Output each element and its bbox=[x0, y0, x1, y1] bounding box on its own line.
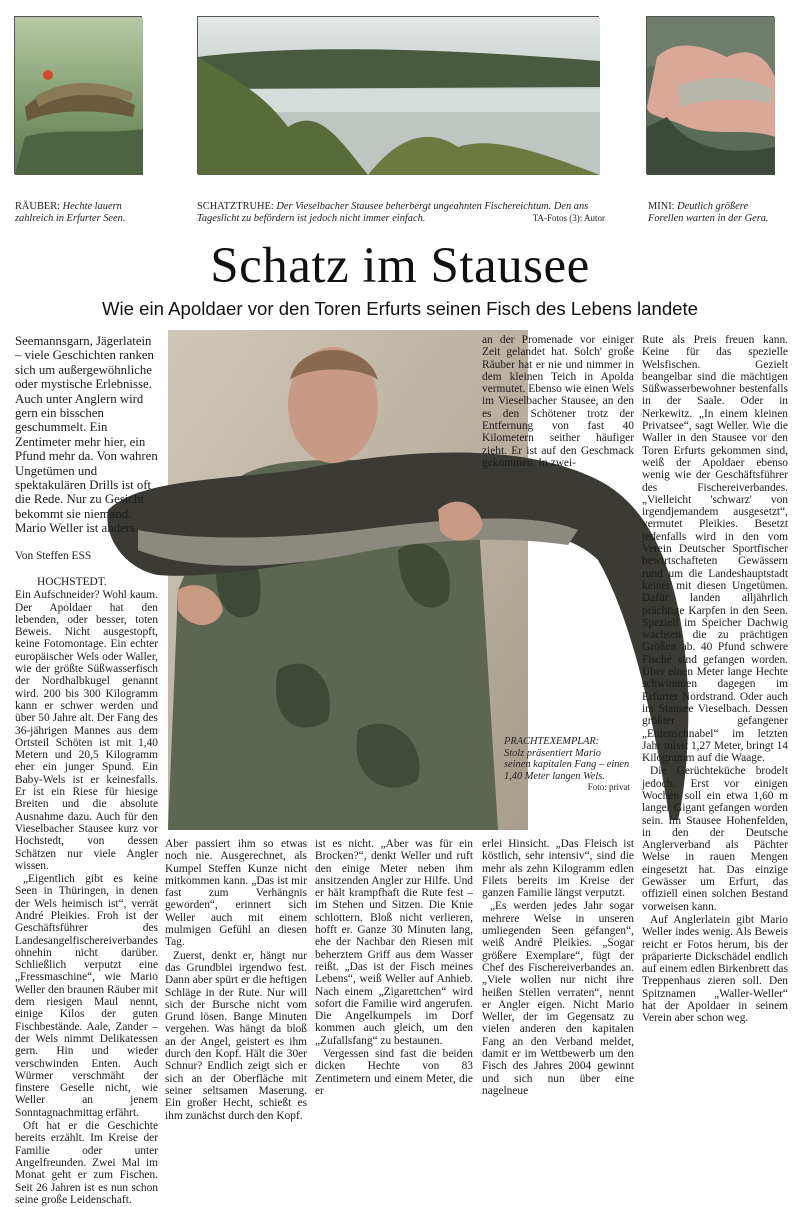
caption-pike-lead: RÄUBER: bbox=[15, 201, 61, 212]
column-3 bbox=[315, 838, 473, 1098]
caption-pike bbox=[15, 201, 145, 224]
photo-pike bbox=[14, 16, 142, 174]
trout-photo-image bbox=[647, 17, 775, 175]
column-4-bottom bbox=[482, 838, 634, 1098]
photo-trout bbox=[646, 16, 774, 174]
column-4-top bbox=[482, 334, 634, 470]
pike-photo-image bbox=[15, 17, 143, 175]
caption-pike-text: Hechte lauern zahlreich in Erfurter Seen. bbox=[15, 201, 126, 224]
caption-catfish-lead: PRACHTEXEMPLAR: bbox=[504, 736, 600, 747]
col2-paragraph-2: Zuerst, denkt er, hängt nur das Grundblei irgendwo fest. Dann aber spürt er die heftigen Schläge in der Rute. Nur will sich der Bursche nicht vom Grund lösen. Bange Minuten vergehen. Was hängt da bloß an der Angel, geistert es ihm durch den Kopf. Hält die 30er Schnur? Endlich zeigt sich er sich an der Oberfläche mit seiner seltsamen Maserung. Ein großer Hecht, schießt es ihm zunächst durch den Kopf. bbox=[165, 949, 307, 1122]
col4-paragraph-top: an der Promenade vor einiger Zeit gelandet hat. Solch' große Räuber hat er nie und nimmer in dem kleinen Teich in Apolda vermutet. Ebenso wie einen Wels im Vieselbacher Stausee, an den es den Schötener trotz der Entfernung von fast 40 Kilometern seither häufiger zieht. Er ist auf den Geschmack gekommen. In zwei- bbox=[482, 334, 634, 469]
col3-paragraph-2: Vergessen sind fast die beiden dicken Hechte von 83 Zentimetern und einem Meter, die er bbox=[315, 1048, 473, 1097]
col2-paragraph-1: Aber passiert ihm so etwas noch nie. Ausgerechnet, als Kumpel Steffen Kunze nicht mitkommen kann. „Das ist mir fast zum Verhängnis geworden“, erinnert sich Weller auch mit einem mulmigen Gefühl an diesen Tag. bbox=[165, 838, 307, 949]
subheadline: Wie ein Apoldaer vor den Toren Erfurts seinen Fisch des Lebens landete bbox=[101, 298, 699, 319]
headline: Schatz im Stausee bbox=[210, 238, 590, 294]
caption-trout-lead: MINI: bbox=[648, 201, 675, 212]
caption-trout-text: Deutlich größere Forellen warten in der Gera. bbox=[648, 201, 769, 224]
caption-catfish-credit: Foto: privat bbox=[587, 782, 630, 793]
dateline: HOCHSTEDT. bbox=[37, 575, 107, 588]
column-2 bbox=[165, 838, 307, 1123]
col4-paragraph-2: „Es werden jedes Jahr sogar mehrere Welse in unseren umliegenden Seen gefangen“, weiß André Pleikies. „Sogar größere Exemplare“, fügt der Chef des Fischereiverbandes an. „Viele wollen nur nicht ihre heißen Stellen verraten“, nennt er Angler eigen. Nicht Mario Weller, der im Gegensatz zu vielen anderen den kapitalen Fang an den Verband meldet, damit er im Wettbewerb um den Fisch des Jahres 2004 gewinnt und sich nun über eine nagelneue bbox=[482, 900, 634, 1097]
caption-reservoir-text: Der Vieselbacher Stausee beherbergt ungeahnten Fischereichtum. Den ans Tageslicht zu befördern ist jedoch nicht immer einfach. bbox=[197, 201, 589, 224]
col1-paragraph-2: „Eigentlich gibt es keine Seen in Thüringen, in denen der Wels heimisch ist“, verrät André Pleikies. Froh ist der Geschäftsführer des Landesangelfischereiverbandes ohnehin nicht darüber. Schließlich verputzt eine „Fressmaschine“, wie Mario Weller den braunen Räuber mit dem riesigen Maul nennt, einige Kilos der guten Fischbestände. Aale, Zander – der Wels nimmt Delikatessen gern. Hin und wieder verschwinden Enten. Auch Würmer verschmäht der finstere Geselle nicht, wie Weller an jenem Sonntagnachmittag erfährt. bbox=[15, 873, 158, 1119]
col5-paragraph-1: Rute als Preis freuen kann. Keine für das spezielle Welsfischen. Gezielt beangelbar sind die mächtigen Süßwasserbewohner bestenfalls in der Saale. Oder in Nerkewitz. „In einem kleinen Privatsee“, sagt Weller. Wie die Waller in den Stausee vor den Toren Erfurts gekommen sind, weiß der Apoldaer ebenso wenig wie der Geschäftsführer des Fischereiverbandes. „Vielleicht 'schwarz' von irgendjemandem ausgesetzt“, vermutet Pleikies. Besetzt jedenfalls wird in den vom Verein Deutscher Sportfischer bewirtschafteten Gewässern rund um die Landeshauptstadt keiner mit diesen Ungetümen. Dafür landen alljährlich prächtige Karpfen in den Seen. Speziell im Speicher Dachwig wachsen die zu prächtigen Größen ab. 40 Pfund schwere Fische sind gefangen worden. Über einen Meter lange Hechte schwimmen dagegen im Erfurter Nordstrand. Oder auch im Stausee Vieselbach. Dessen größter gefangener „Entenschnabel“ im letzten Jahr misst 1,27 Meter, bringt 14 Kilogramm auf die Waage. bbox=[642, 334, 788, 765]
col1-paragraph-1: Ein Aufschneider? Wohl kaum. Der Apoldaer hat den lebenden, oder besser, toten Beweis. Nicht ausgestopft, keine Fotomontage. Ein echter europäischer Wels oder Waller, wie der größte Süßwasserfisch der Nordhalbkugel genannt wird. 200 bis 300 Kilogramm kann er schwer werden und über 50 Jahre alt. Der Fang des 36-jährigen Mannes aus dem Ortsteil Schöten ist mit 1,40 Metern und 20,5 Kilogramm eher ein junger Spund. Ein Baby-Wels ist er keinesfalls. Er ist ein Riese für hiesige Breiten und die absolute Ausnahme dazu. Auch für den Vieselbacher Stausee kurz vor Hochstedt, von dessen Schätzen nur viele Angler wissen. bbox=[15, 589, 158, 872]
caption-catfish bbox=[504, 736, 630, 794]
column-5 bbox=[642, 334, 788, 1026]
caption-catfish-text: Stolz präsentiert Mario seinen kapitalen Fang – einen 1,40 Meter langen Wels. bbox=[504, 747, 630, 782]
intro: Seemannsgarn, Jägerlatein – viele Geschichten ranken sich um außergewöhnliche oder mystische Erlebnisse. Auch unter Anglern wird gern ein bisschen geschummelt. Ein Zentimeter mehr hier, ein Pfund mehr da. Von wahren Ungetümen und spektakulären Drills ist oft die Rede. Nur zu Gesicht bekommt sie niemand. Mario Weller ist anders. bbox=[15, 334, 158, 536]
col4-paragraph-1: erlei Hinsicht. „Das Fleisch ist köstlich, sehr intensiv“, sind die mehr als zehn Kilogramm edlen Filets bereits im Kreise der ganzen Familie längst verputzt. bbox=[482, 838, 634, 900]
col5-paragraph-2: Die Gerüchteküche brodelt jedoch. Erst vor einigen Wochen soll ein etwa 1,60 m langer Gigant gefangen worden sein. Im Stausee Hohenfelden, in den der Deutsche Anglerverband als Pächter Welse in rauen Mengen eingesetzt hat. Das einzige Gewässer um Erfurt, das offiziell einen solchen Bestand vorweisen kann. bbox=[642, 765, 788, 913]
caption-reservoir-lead: SCHATZTRUHE: bbox=[197, 201, 274, 212]
caption-reservoir-credit: TA-Fotos (3): Autor bbox=[532, 212, 605, 223]
column-1 bbox=[15, 334, 158, 1207]
photo-reservoir bbox=[197, 16, 599, 174]
byline: Von Steffen ESS bbox=[15, 549, 92, 562]
col1-paragraph-3: Oft hat er die Geschichte bereits erzählt. Im Kreise der Familie oder unter Angelfreunden. Zwei Mal im Monat geht er zum Fischen. Seit 26 Jahren ist es nun schon seine große Leidenschaft. bbox=[15, 1120, 158, 1206]
caption-reservoir bbox=[197, 201, 605, 224]
col3-paragraph-1: ist es nicht. „Aber was für ein Brocken?“, denkt Weller und ruft den einige Meter neben ihm ansitzenden Angler zur Hilfe. Und er hält krampfhaft die Rute fest – im Stehen und Sitzen. Die Knie schlottern. Bloß nicht verlieren, hofft er. Ganze 30 Minuten lang, ehe der Nachbar den Riesen mit beherztem Griff aus dem Wasser reißt. „Das ist der Fisch meines Lebens“, weiß Weller auf Anhieb. Nach einem „Zigarettchen“ wird sofort die Familie wird angerufen. Die Angelkumpels im Dorf kommen auch gleich, um den „Zufallsfang“ zu bestaunen. bbox=[315, 838, 473, 1047]
col5-paragraph-3: Auf Anglerlatein gibt Mario Weller indes wenig. Als Beweis reicht er Fotos herum, bis der präparierte Dickschädel endlich auf einem edlen Birkenbrett das Treppenhaus zieren soll. Den Spitznamen „Waller-Weller“ hat der Apoldaer in seinem Verein aber schon weg. bbox=[642, 913, 788, 1025]
caption-trout bbox=[648, 201, 778, 224]
reservoir-photo-image bbox=[198, 17, 600, 175]
